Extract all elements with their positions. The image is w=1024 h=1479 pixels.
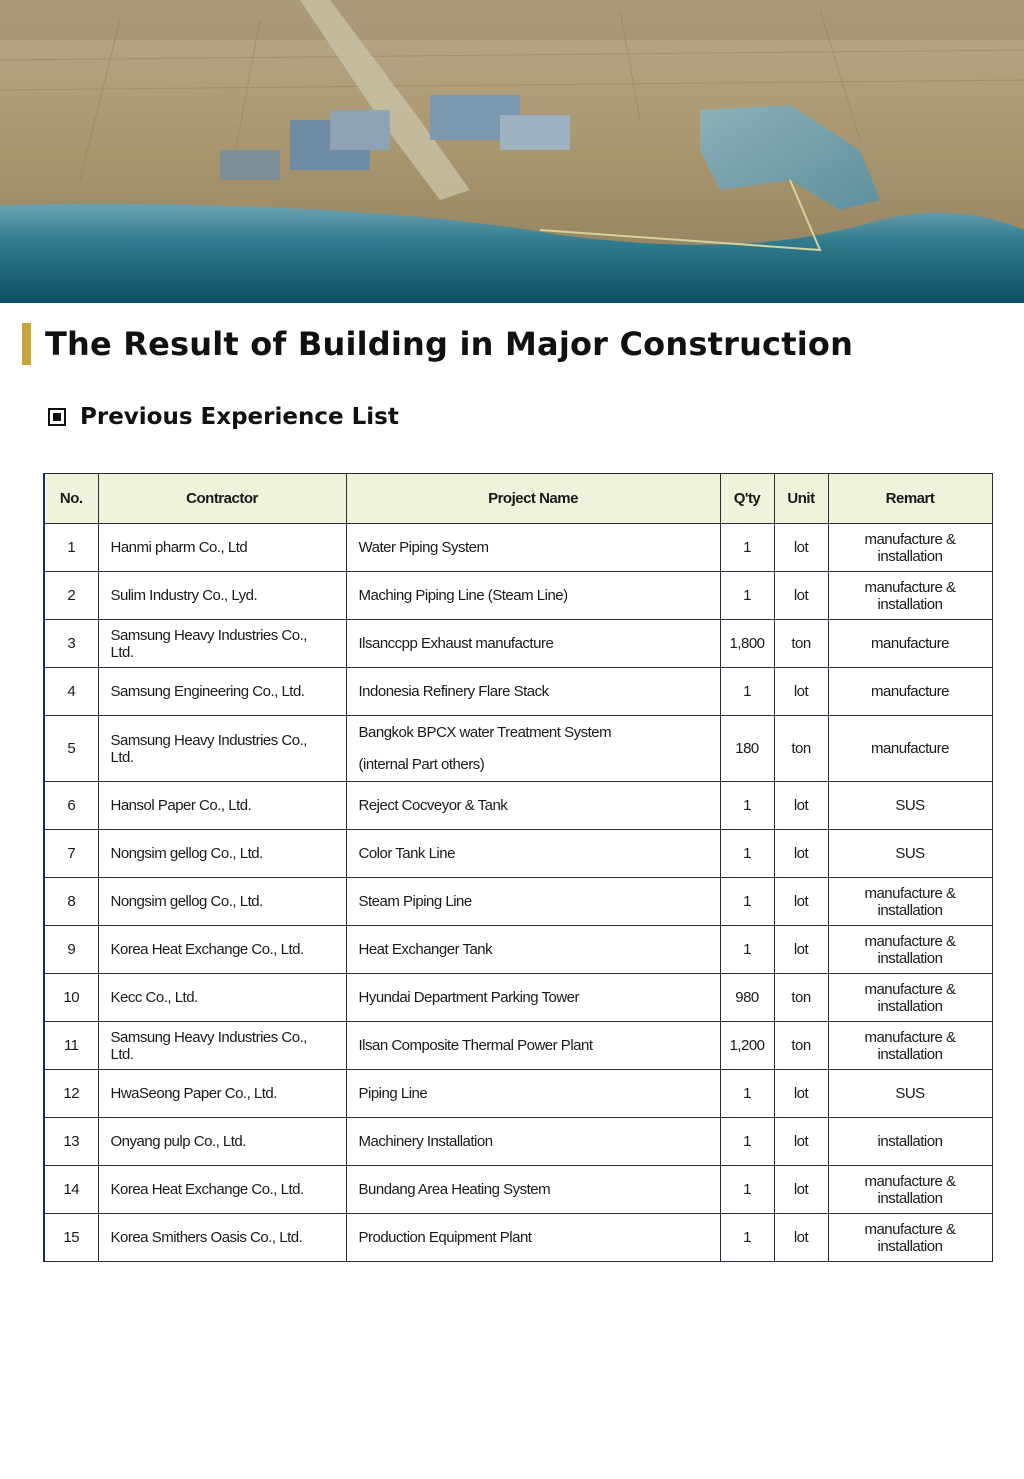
cell-remark: SUS (828, 1070, 992, 1118)
cell-project (346, 926, 720, 974)
cell-project (346, 1118, 720, 1166)
cell-unit: lot (774, 1166, 828, 1214)
cell-no: 8 (44, 878, 98, 926)
filled-square-icon (48, 408, 66, 426)
cell-contractor: Hanmi pharm Co., Ltd (98, 524, 346, 572)
project-name-line: Maching Piping Line (Steam Line) (358, 587, 568, 604)
cell-qty: 980 (720, 974, 774, 1022)
table-row (44, 524, 992, 572)
cell-no: 3 (44, 620, 98, 668)
cell-qty: 1,800 (720, 620, 774, 668)
cell-contractor: Korea Heat Exchange Co., Ltd. (98, 1166, 346, 1214)
cell-no: 13 (44, 1118, 98, 1166)
cell-contractor: Hansol Paper Co., Ltd. (98, 782, 346, 830)
cell-remark: SUS (828, 830, 992, 878)
cell-contractor: Samsung Heavy Industries Co., Ltd. (98, 716, 346, 782)
table-body (44, 524, 992, 1262)
cell-project (346, 1214, 720, 1262)
subtitle-block (48, 404, 399, 430)
cell-contractor: Onyang pulp Co., Ltd. (98, 1118, 346, 1166)
cell-contractor: Samsung Heavy Industries Co., Ltd. (98, 1022, 346, 1070)
cell-contractor: Kecc Co., Ltd. (98, 974, 346, 1022)
cell-contractor: HwaSeong Paper Co., Ltd. (98, 1070, 346, 1118)
cell-remark: installation (828, 1118, 992, 1166)
project-name-line: Heat Exchanger Tank (358, 941, 493, 958)
cell-contractor: Samsung Engineering Co., Ltd. (98, 668, 346, 716)
cell-unit: lot (774, 668, 828, 716)
cell-no: 11 (44, 1022, 98, 1070)
cell-qty: 1 (720, 1214, 774, 1262)
table-row (44, 1166, 992, 1214)
cell-qty: 1 (720, 878, 774, 926)
cell-unit: lot (774, 1118, 828, 1166)
table-row (44, 1022, 992, 1070)
cell-no: 4 (44, 668, 98, 716)
cell-contractor: Samsung Heavy Industries Co., Ltd. (98, 620, 346, 668)
project-name-line: Indonesia Refinery Flare Stack (358, 683, 549, 700)
project-name-line: Reject Cocveyor & Tank (358, 797, 508, 814)
table-row (44, 572, 992, 620)
table-row (44, 782, 992, 830)
project-name-line: Hyundai Department Parking Tower (358, 989, 580, 1006)
project-name-line: Ilsan Composite Thermal Power Plant (358, 1037, 593, 1054)
project-name-line: Production Equipment Plant (358, 1229, 532, 1246)
cell-remark: manufacture & installation (828, 572, 992, 620)
cell-project (346, 620, 720, 668)
cell-unit: lot (774, 830, 828, 878)
cell-contractor: Korea Heat Exchange Co., Ltd. (98, 926, 346, 974)
cell-remark: manufacture & installation (828, 926, 992, 974)
cell-no: 10 (44, 974, 98, 1022)
col-header-no: No. (44, 474, 98, 524)
cell-project (346, 974, 720, 1022)
cell-unit: ton (774, 716, 828, 782)
cell-remark: SUS (828, 782, 992, 830)
cell-no: 1 (44, 524, 98, 572)
cell-unit: lot (774, 782, 828, 830)
hero-aerial-photo (0, 0, 1024, 303)
cell-remark: manufacture & installation (828, 878, 992, 926)
cell-unit: lot (774, 1070, 828, 1118)
col-header-contractor: Contractor (98, 474, 346, 524)
cell-no: 15 (44, 1214, 98, 1262)
cell-project (346, 830, 720, 878)
table-header-row (44, 474, 992, 524)
cell-remark: manufacture (828, 716, 992, 782)
cell-remark: manufacture (828, 668, 992, 716)
experience-table (43, 473, 993, 1262)
cell-unit: lot (774, 926, 828, 974)
cell-qty: 1 (720, 1118, 774, 1166)
cell-remark: manufacture & installation (828, 1214, 992, 1262)
table-row (44, 974, 992, 1022)
cell-project (346, 1166, 720, 1214)
cell-qty: 1 (720, 926, 774, 974)
title-block (22, 322, 853, 366)
table-row (44, 620, 992, 668)
cell-unit: lot (774, 572, 828, 620)
cell-contractor: Sulim Industry Co., Lyd. (98, 572, 346, 620)
project-name-line: Bangkok BPCX water Treatment System (358, 723, 612, 741)
col-header-project-name: Project Name (346, 474, 720, 524)
cell-qty: 1,200 (720, 1022, 774, 1070)
cell-qty: 1 (720, 1070, 774, 1118)
title-accent-bar (22, 323, 31, 365)
table-row (44, 1118, 992, 1166)
cell-project (346, 668, 720, 716)
table-row (44, 1214, 992, 1262)
cell-no: 6 (44, 782, 98, 830)
section-subtitle: Previous Experience List (80, 404, 399, 430)
cell-unit: lot (774, 524, 828, 572)
cell-unit: ton (774, 1022, 828, 1070)
cell-unit: ton (774, 974, 828, 1022)
cell-qty: 1 (720, 668, 774, 716)
table-row (44, 878, 992, 926)
table-row (44, 926, 992, 974)
project-name-line: Steam Piping Line (358, 893, 472, 910)
cell-remark: manufacture (828, 620, 992, 668)
cell-project (346, 524, 720, 572)
table-row (44, 716, 992, 782)
cell-project (346, 716, 720, 782)
cell-no: 2 (44, 572, 98, 620)
cell-contractor: Korea Smithers Oasis Co., Ltd. (98, 1214, 346, 1262)
cell-qty: 180 (720, 716, 774, 782)
cell-remark: manufacture & installation (828, 524, 992, 572)
aerial-industrial-complex-photo (0, 0, 1024, 303)
cell-remark: manufacture & installation (828, 1166, 992, 1214)
cell-contractor: Nongsim gellog Co., Ltd. (98, 878, 346, 926)
cell-no: 12 (44, 1070, 98, 1118)
cell-project (346, 1022, 720, 1070)
col-header-unit: Unit (774, 474, 828, 524)
table-row (44, 1070, 992, 1118)
cell-qty: 1 (720, 830, 774, 878)
project-name-line: Bundang Area Heating System (358, 1181, 551, 1198)
cell-unit: ton (774, 620, 828, 668)
project-name-line: Machinery Installation (358, 1133, 493, 1150)
cell-project (346, 782, 720, 830)
cell-qty: 1 (720, 524, 774, 572)
cell-qty: 1 (720, 572, 774, 620)
cell-no: 9 (44, 926, 98, 974)
cell-project (346, 878, 720, 926)
table-row (44, 668, 992, 716)
col-header-remark: Remart (828, 474, 992, 524)
cell-no: 5 (44, 716, 98, 782)
project-name-line: Piping Line (358, 1085, 428, 1102)
col-header-qty: Q'ty (720, 474, 774, 524)
cell-unit: lot (774, 1214, 828, 1262)
cell-qty: 1 (720, 782, 774, 830)
cell-remark: manufacture & installation (828, 974, 992, 1022)
cell-remark: manufacture & installation (828, 1022, 992, 1070)
cell-no: 14 (44, 1166, 98, 1214)
table-row (44, 830, 992, 878)
cell-no: 7 (44, 830, 98, 878)
project-name-line: Color Tank Line (358, 845, 455, 862)
page-title: The Result of Building in Major Construction (45, 325, 854, 363)
project-name-line: Ilsanccpp Exhaust manufacture (358, 635, 554, 652)
cell-project (346, 1070, 720, 1118)
cell-project (346, 572, 720, 620)
project-name-line: Water Piping System (358, 539, 489, 556)
cell-qty: 1 (720, 1166, 774, 1214)
cell-contractor: Nongsim gellog Co., Ltd. (98, 830, 346, 878)
cell-unit: lot (774, 878, 828, 926)
project-name-line: (internal Part others) (358, 755, 485, 773)
